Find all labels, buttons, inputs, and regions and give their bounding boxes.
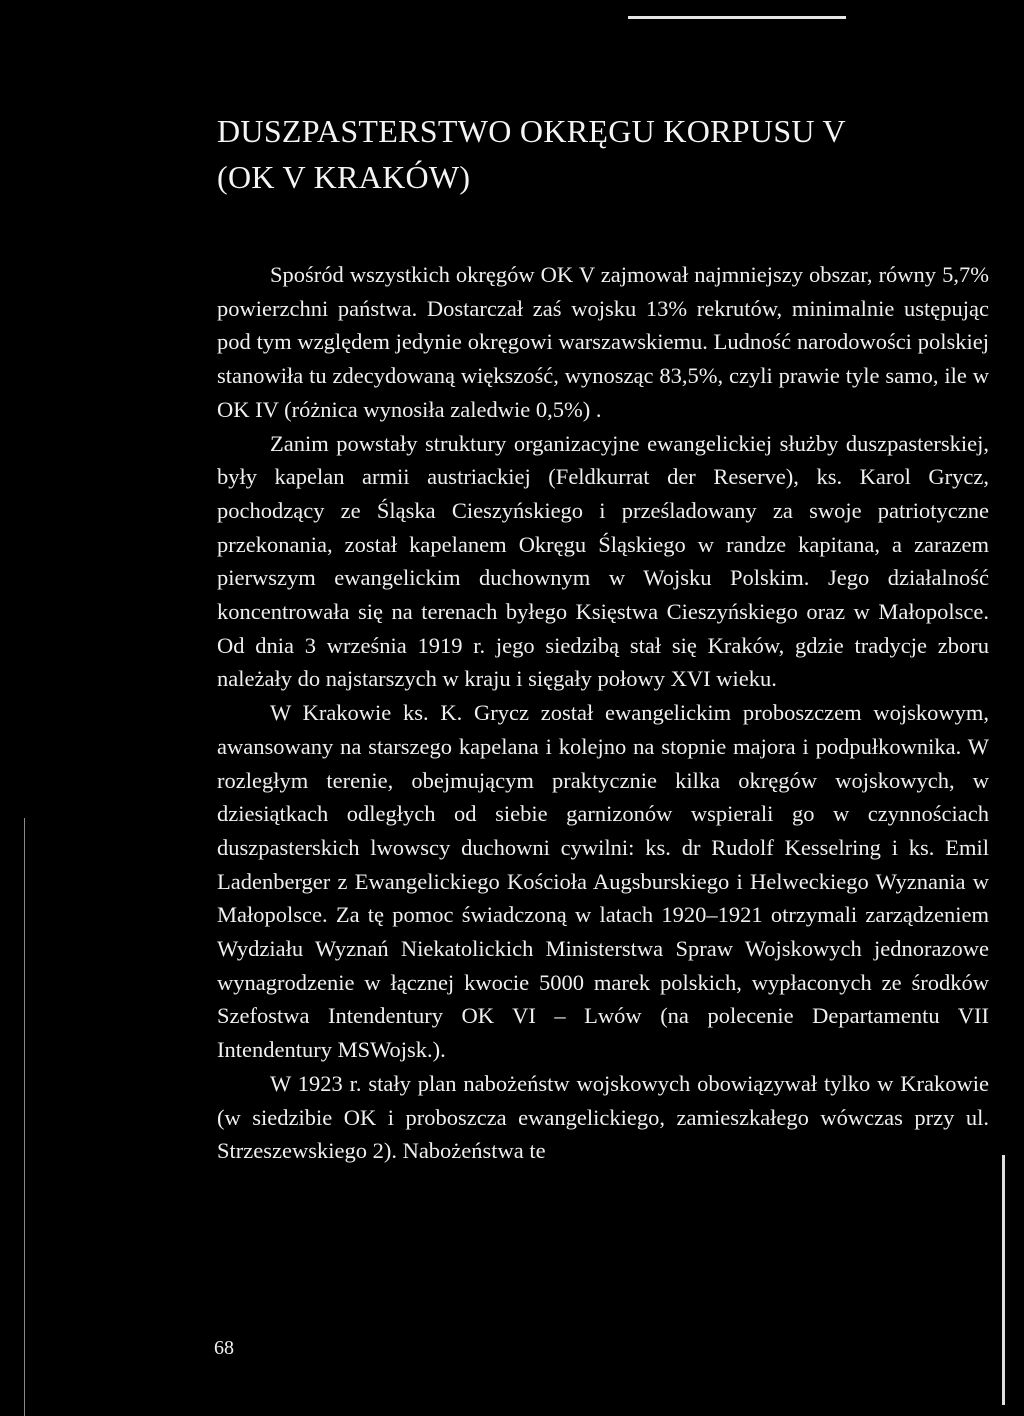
paragraph: W 1923 r. stały plan nabożeństw wojskowych obowiązywał tylko w Krakowie (w siedzibie OK i proboszcza ewangelickiego, zamieszkałego wówczas przy ul. Strzeszewskiego 2). Nabożeństwa te [217, 1070, 989, 1164]
right-edge-line [1002, 1155, 1005, 1405]
paragraph: W Krakowie ks. K. Grycz został ewangelickim proboszczem wojskowym, awansowany na starszego kapelana i kolejno na stopnie majora i podpułkownika. W rozległym terenie, obejmującym praktycznie kilka okręgów wojskowych, w dziesiątkach odległych od siebie garnizonów wspierali go w czynnościach duszpasterskich lwowscy duchowni cywilni: ks. dr Rudolf Kesselring i ks. Emil Ladenberger z Ewangelickiego Kościoła Augsburskiego i Helweckiego Wyznania w Małopolsce. Za tę pomoc świadczoną w latach 1920–1921 otrzymali zarządzeniem Wydziału Wyznań Niekatolickich Ministerstwa Spraw Wojskowych jednorazowe wynagrodzenie w łącznej kwocie 5000 marek polskich, wypłaconych ze środków Szefostwa Intendentury OK VI – Lwów (na polecenie Departamentu VII Intendentury MSWojsk.). [217, 700, 989, 1063]
chapter-heading-line-2: (OK V KRAKÓW) [217, 159, 471, 195]
paragraph: Zanim powstały struktury organizacyjne ewangelickiej służby duszpasterskiej, były kapelan armii austriackiej (Feldkurrat der Reserve), ks. Karol Grycz, pochodzący ze Śląska Cieszyńskiego i prześladowany za swoje patriotyczne przekonania, został kapelanem Okręgu Śląskiego w randze kapitana, a zarazem pierwszym ewangelickim duchownym w Wojsku Polskim. Jego działalność koncentrowała się na terenach byłego Księstwa Cieszyńskiego oraz w Małopolsce. Od dnia 3 września 1919 r. jego siedzibą stał się Kraków, gdzie tradycje zboru należały do najstarszych w kraju i sięgały połowy XVI wieku. [217, 430, 989, 692]
chapter-heading-line-1: DUSZPASTERSTWO OKRĘGU KORPUSU V [217, 113, 846, 149]
chapter-heading [217, 108, 846, 200]
page-number: 68 [214, 1337, 234, 1359]
left-edge-line [24, 818, 25, 1416]
top-rule [628, 16, 846, 19]
body-text [217, 258, 989, 1168]
paragraph: Spośród wszystkich okręgów OK V zajmował najmniejszy obszar, równy 5,7% powierzchni państwa. Dostarczał zaś wojsku 13% rekrutów, minimalnie ustępując pod tym względem jedynie okręgowi warszawskiemu. Ludność narodowości polskiej stanowiła tu zdecydowaną większość, wynosząc 83,5%, czyli prawie tyle samo, ile w OK IV (różnica wynosiła zaledwie 0,5%) . [217, 262, 989, 422]
